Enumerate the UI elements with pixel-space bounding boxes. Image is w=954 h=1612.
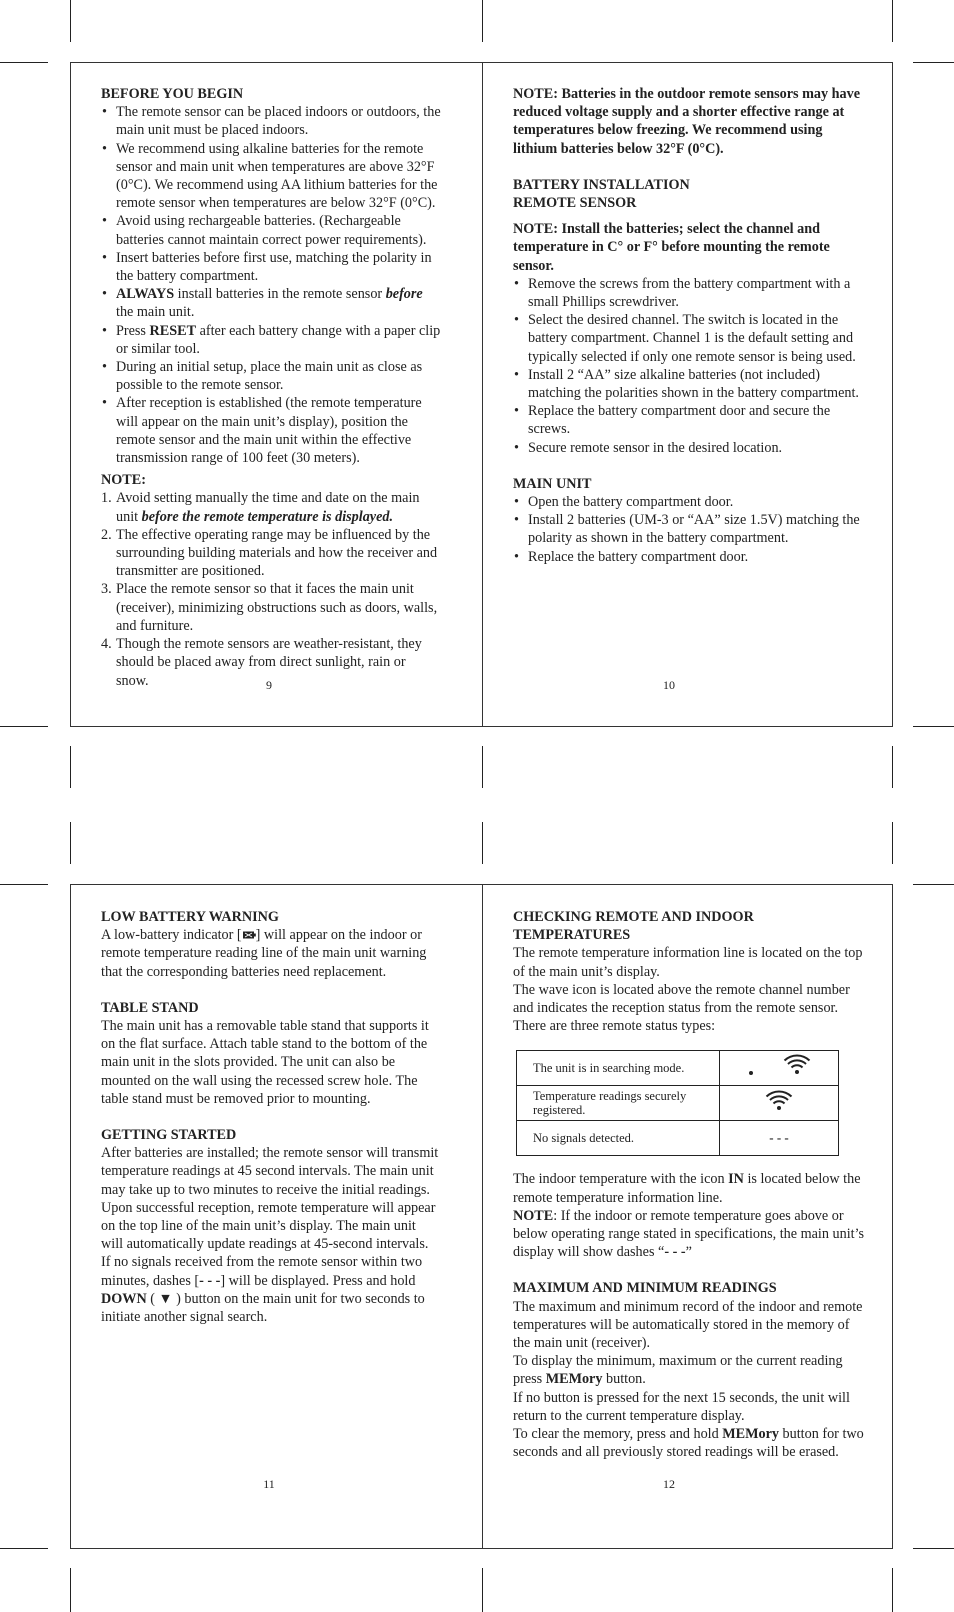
maxmin-text: To clear the memory, press and hold MEMory button for two seconds and all previously stored readings will be erased. (513, 1426, 864, 1461)
list-item: 1. Avoid setting manually the time and date on the main unit before the remote temperature is displayed. (101, 490, 420, 525)
crop-mark (892, 0, 893, 42)
before-you-begin-heading: BEFORE YOU BEGIN (101, 86, 244, 102)
table-stand-text: The main unit has a removable table stand that supports it on the flat surface. Attach table stand to the bottom of the main unit in the slots provided. The unit can also be mounted on the wall using the recessed screw hole. The table stand must be removed prior to mounting. (101, 1018, 429, 1107)
table-row (517, 1051, 839, 1086)
main-unit-list (513, 493, 865, 566)
crop-mark (482, 1568, 483, 1612)
page-12-content (513, 908, 865, 1461)
page-10-content (513, 85, 865, 566)
page-11-content (101, 908, 441, 1326)
list-item: • After reception is established (the remote temperature will appear on the main unit’s display), position the remote sensor and the main unit within the effective transmission range of 100 feet (30 meters). (101, 394, 441, 467)
checking-text: The wave icon is located above the remote channel number and indicates the reception status from the remote sensor. (513, 981, 850, 1017)
crop-mark (70, 746, 71, 788)
remote-sensor-heading: REMOTE SENSOR (513, 195, 637, 212)
crop-mark (913, 1548, 954, 1549)
note-heading: NOTE: (101, 472, 146, 489)
status-icon-cell (720, 1051, 839, 1086)
crop-mark (892, 746, 893, 788)
list-item: • ALWAYS install batteries in the remote sensor before the main unit. (101, 285, 441, 321)
status-label: Temperature readings securely registered. (517, 1086, 720, 1121)
list-item: • Select the desired channel. The switch is located in the battery compartment. Channel 1 is the default setting and typically selected if only one remote sensor is being used. (513, 311, 865, 366)
table-row (517, 1086, 839, 1121)
checking-heading-2: TEMPERATURES (513, 927, 631, 944)
list-item: • Replace the battery compartment door. (513, 548, 865, 566)
crop-mark (482, 0, 483, 42)
before-you-begin-list (101, 103, 441, 467)
crop-mark (0, 1548, 48, 1549)
low-battery-text: A low-battery indicator [ ] will appear on the indoor or remote temperature reading line of the main unit warning that the corresponding batteries need replacement. (101, 927, 427, 980)
install-note: NOTE: Install the batteries; select the channel and temperature in C° or F° before mounting the remote sensor. (513, 221, 830, 274)
main-unit-heading: MAIN UNIT (513, 475, 592, 492)
battery-installation-heading: BATTERY INSTALLATION (513, 176, 690, 193)
getting-started-heading: GETTING STARTED (101, 1127, 237, 1144)
table-stand-heading: TABLE STAND (101, 999, 199, 1016)
page-9-content (101, 85, 441, 690)
no-signal-dashes: - - - (720, 1121, 839, 1156)
crop-mark (913, 884, 954, 885)
crop-mark (913, 62, 954, 63)
signal-search-text: If no signals received from the remote sensor within two minutes, dashes [- - -] will be displayed. Press and hold DOWN ( ▼ ) button on the main unit for two seconds to initiate another signal search. (101, 1254, 425, 1326)
list-item: • We recommend using alkaline batteries for the remote sensor and main unit when temperatures are above 32°F (0°C). We recommend using AA lithium batteries for the remote sensor when temperatures are below 32°F (0°C). (101, 140, 441, 213)
checking-text: The remote temperature information line is located on the top of the main unit’s display. (513, 945, 863, 980)
table-row (517, 1121, 839, 1156)
maxmin-text: The maximum and minimum record of the indoor and remote temperatures will be automatically stored in the memory of the main unit (receiver). (513, 1298, 863, 1352)
crop-mark (0, 62, 48, 63)
note-list (101, 489, 441, 689)
page-number: 12 (663, 1477, 675, 1491)
spread-bottom (70, 884, 893, 1549)
list-item: 4. Though the remote sensors are weather-resistant, they should be placed away from direct sunlight, rain or snow. (101, 636, 422, 689)
list-item: • Avoid using rechargeable batteries. (Rechargeable batteries cannot maintain correct power requirements). (101, 212, 441, 248)
list-item: 3. Place the remote sensor so that it faces the main unit (receiver), minimizing obstructions such as doors, walls, and furniture. (101, 581, 438, 634)
crop-mark (892, 1568, 893, 1612)
page-divider (482, 885, 483, 1548)
status-table (516, 1050, 839, 1156)
crop-mark (482, 822, 483, 864)
crop-mark (0, 726, 48, 727)
searching-wave-icon (739, 1054, 819, 1080)
maxmin-text: To display the minimum, maximum or the current reading press MEMory button. (513, 1353, 843, 1388)
list-item: • Press RESET after each battery change with a paper clip or similar tool. (101, 322, 441, 358)
low-battery-icon (242, 930, 256, 940)
status-label: No signals detected. (517, 1121, 720, 1156)
list-item: • Install 2 batteries (UM-3 or “AA” size 1.5V) matching the polarity as shown in the battery compartment. (513, 511, 865, 547)
list-item: • During an initial setup, place the main unit as close as possible to the remote sensor. (101, 358, 441, 394)
spread-top (70, 62, 893, 727)
checking-text: There are three remote status types: (513, 1018, 716, 1035)
range-note: NOTE: If the indoor or remote temperature goes above or below operating range stated in specifications, the main unit’s display will show dashes “- - -” (513, 1207, 865, 1261)
list-item: • Insert batteries before first use, matching the polarity in the battery compartment. (101, 249, 441, 285)
list-item: 2. The effective operating range may be influenced by the surrounding building materials and how the receiver and transmitter are positioned. (101, 526, 438, 580)
crop-mark (913, 726, 954, 727)
crop-mark (70, 1568, 71, 1612)
list-item: • Secure remote sensor in the desired location. (513, 439, 865, 457)
status-icon-cell (720, 1086, 839, 1121)
page-number: 11 (263, 1477, 275, 1491)
crop-mark (482, 746, 483, 788)
list-item: • Replace the battery compartment door and secure the screws. (513, 402, 865, 438)
crop-mark (70, 822, 71, 864)
crop-mark (70, 0, 71, 42)
status-label: The unit is in searching mode. (517, 1051, 720, 1086)
crop-mark (892, 822, 893, 864)
low-battery-heading: LOW BATTERY WARNING (101, 909, 279, 925)
page-divider (482, 63, 483, 726)
wave-icon (759, 1089, 799, 1115)
list-item: • Install 2 “AA” size alkaline batteries (not included) matching the polarities shown in the battery compartment. (513, 366, 865, 402)
remote-sensor-list (513, 275, 865, 457)
list-item: • Remove the screws from the battery compartment with a small Phillips screwdriver. (513, 275, 865, 311)
getting-started-text: After batteries are installed; the remote sensor will transmit temperature readings at 45 second intervals. The main unit may take up to two minutes to receive the initial readings. Upon successful reception, remote temperature will appear on the top line of the main unit’s display. The main unit will automatically update readings at 45-second intervals. (101, 1145, 439, 1253)
page-number: 9 (266, 678, 272, 692)
maxmin-text: If no button is pressed for the next 15 seconds, the unit will return to the current temperature display. (513, 1389, 850, 1424)
maxmin-heading: MAXIMUM AND MINIMUM READINGS (513, 1280, 777, 1297)
list-item: • Open the battery compartment door. (513, 493, 865, 511)
checking-heading: CHECKING REMOTE AND INDOOR (513, 909, 754, 925)
indoor-text: The indoor temperature with the icon IN is located below the remote temperature information line. (513, 1171, 861, 1206)
crop-mark (0, 884, 48, 885)
battery-note: NOTE: Batteries in the outdoor remote sensors may have reduced voltage supply and a shorter effective range at temperatures below freezing. We recommend using lithium batteries below 32°F (0°C). (513, 86, 861, 157)
page-number: 10 (663, 678, 675, 692)
list-item: • The remote sensor can be placed indoors or outdoors, the main unit must be placed indoors. (101, 103, 441, 139)
